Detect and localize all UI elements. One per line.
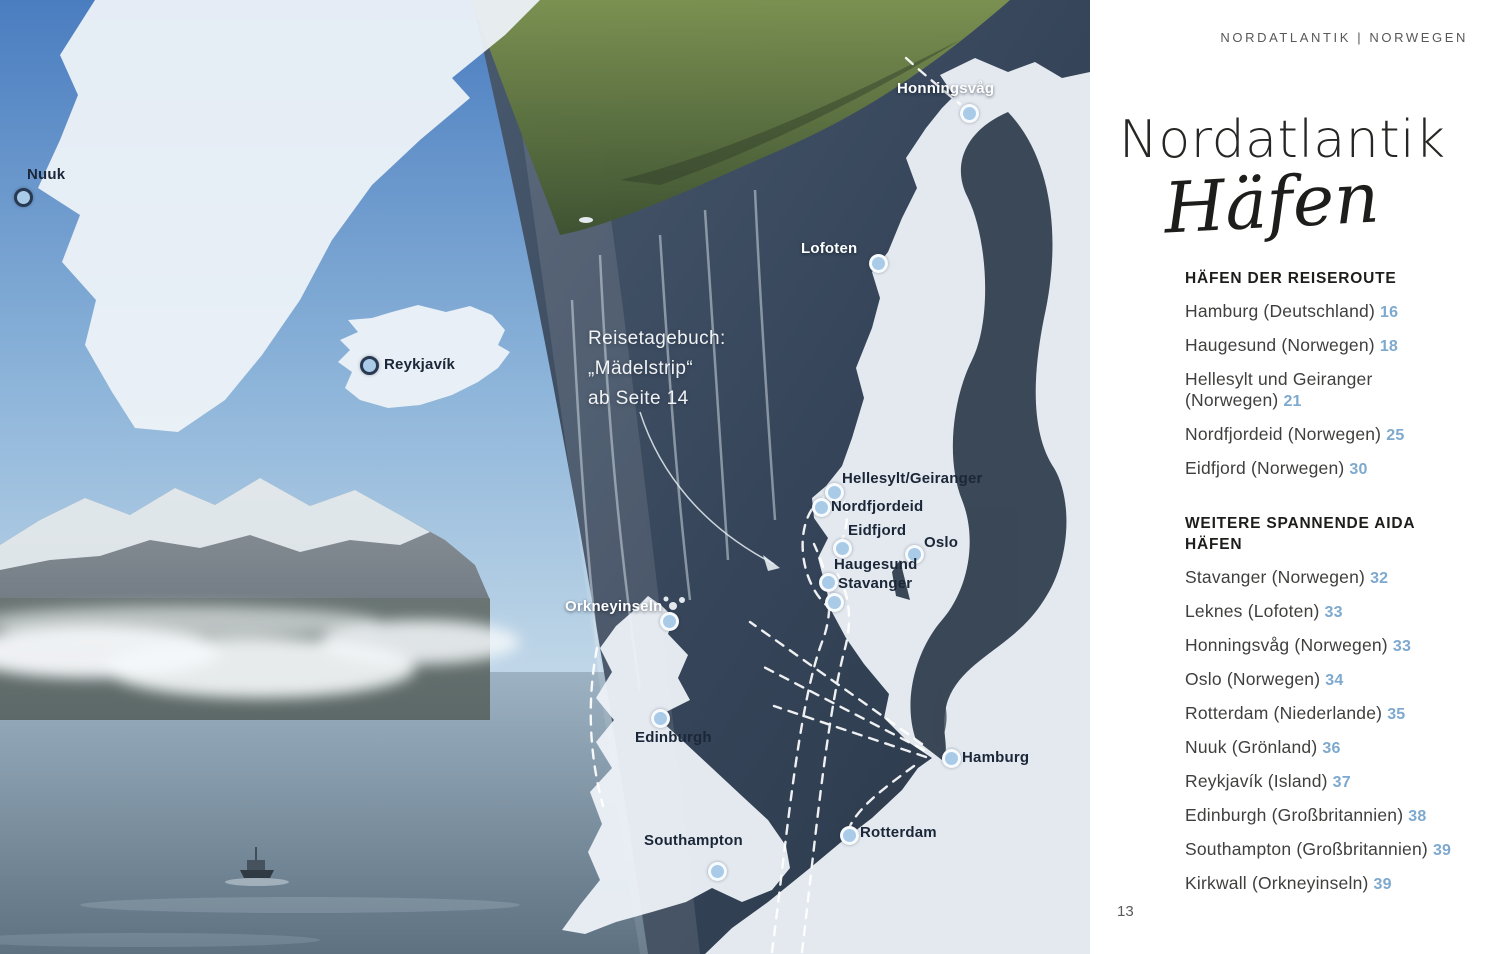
toc-item xyxy=(1185,839,1480,861)
toc-item-page: 30 xyxy=(1349,461,1368,478)
toc-item xyxy=(1185,567,1480,589)
toc-item-label: Haugesund (Norwegen) xyxy=(1185,335,1375,355)
toc-item xyxy=(1185,301,1480,323)
toc-item-page: 16 xyxy=(1379,304,1399,321)
toc-item-page: 37 xyxy=(1332,774,1351,791)
toc-item-label: Reykjavík (Island) xyxy=(1185,771,1328,791)
port-label: Stavanger xyxy=(838,575,913,592)
toc-item-label: Edinburgh (Großbritannien) xyxy=(1185,805,1404,825)
toc-item-label: Hamburg (Deutschland) xyxy=(1185,301,1375,321)
toc-item xyxy=(1185,737,1480,759)
toc-item-label: Kirkwall (Orkneyinseln) xyxy=(1185,873,1369,893)
port-dot xyxy=(840,826,859,845)
toc-item xyxy=(1185,669,1480,691)
toc-item xyxy=(1185,873,1480,895)
page-number: 13 xyxy=(1117,903,1134,920)
table-of-contents xyxy=(1185,268,1480,907)
port-label: Honningsvåg xyxy=(897,80,995,97)
toc-item-page: 32 xyxy=(1370,570,1389,587)
toc-item-label: Leknes (Lofoten) xyxy=(1185,601,1320,621)
toc-item-label: Oslo (Norwegen) xyxy=(1185,669,1321,689)
port-label: Oslo xyxy=(924,534,959,551)
toc-item-page: 39 xyxy=(1432,842,1452,859)
port-label: Nuuk xyxy=(27,166,66,183)
port-label: Hellesylt/Geiranger xyxy=(842,470,983,487)
toc-section2-heading: WEITERE SPANNENDE AIDA HÄFEN xyxy=(1185,515,1415,553)
toc-section1-heading: HÄFEN DER REISEROUTE xyxy=(1185,270,1397,287)
toc-item-label: Honningsvåg (Norwegen) xyxy=(1185,635,1388,655)
port-dot xyxy=(651,709,670,728)
toc-item xyxy=(1185,335,1480,357)
toc-item-page: 38 xyxy=(1408,808,1427,825)
toc-item-page: 33 xyxy=(1324,604,1343,621)
port-label: Southampton xyxy=(644,832,743,849)
port-dot xyxy=(708,862,727,881)
toc-item xyxy=(1185,805,1480,827)
port-dot xyxy=(14,188,33,207)
port-dot xyxy=(869,254,888,273)
toc-item xyxy=(1185,369,1480,412)
port-label: Eidfjord xyxy=(848,522,907,539)
port-dot xyxy=(825,593,844,612)
port-dot xyxy=(660,612,679,631)
port-label: Rotterdam xyxy=(860,824,937,841)
port-dot xyxy=(960,104,979,123)
toc-item xyxy=(1185,635,1480,657)
toc-item-label: Hellesylt und Geiranger (Norwegen) xyxy=(1185,369,1373,410)
toc-item-page: 18 xyxy=(1379,338,1399,355)
toc-item-page: 35 xyxy=(1387,706,1406,723)
toc-item xyxy=(1185,424,1480,446)
content-panel xyxy=(1090,0,1500,954)
toc-item xyxy=(1185,703,1480,725)
note-line-3: ab Seite 14 xyxy=(588,388,689,409)
toc-item-label: Nuuk (Grönland) xyxy=(1185,737,1318,757)
toc-item-label: Stavanger (Norwegen) xyxy=(1185,567,1366,587)
page-title: Nordatlantik xyxy=(1119,110,1446,170)
port-label: Haugesund xyxy=(834,556,918,573)
page-subtitle-script: Häfen xyxy=(1162,156,1382,250)
toc-item-page: 33 xyxy=(1392,638,1412,655)
port-label: Nordfjordeid xyxy=(831,498,924,515)
section-eyebrow: NORDATLANTIK | NORWEGEN xyxy=(1220,30,1468,45)
toc-item-page: 34 xyxy=(1325,672,1344,689)
port-label: Edinburgh xyxy=(635,729,712,746)
note-line-2: „Mädelstrip“ xyxy=(588,358,694,379)
port-dot xyxy=(942,749,961,768)
port-dot xyxy=(819,573,838,592)
toc-item xyxy=(1185,458,1480,480)
toc-item-page: 21 xyxy=(1283,393,1302,410)
note-line-1: Reisetagebuch: xyxy=(588,328,726,349)
port-label: Lofoten xyxy=(801,240,858,257)
toc-item-label: Eidfjord (Norwegen) xyxy=(1185,458,1345,478)
toc-item-page: 25 xyxy=(1386,427,1405,444)
toc-item-label: Rotterdam (Niederlande) xyxy=(1185,703,1383,723)
toc-item-label: Southampton (Großbritannien) xyxy=(1185,839,1428,859)
toc-item xyxy=(1185,771,1480,793)
toc-item-page: 39 xyxy=(1373,876,1392,893)
port-dot xyxy=(812,498,831,517)
toc-item-page: 36 xyxy=(1322,740,1341,757)
travel-diary-note xyxy=(588,324,726,414)
port-label: Orkneyinseln xyxy=(565,598,663,615)
port-dot xyxy=(360,356,379,375)
port-label: Reykjavík xyxy=(384,356,456,373)
toc-item xyxy=(1185,601,1480,623)
toc-item-label: Nordfjordeid (Norwegen) xyxy=(1185,424,1382,444)
port-label: Hamburg xyxy=(962,749,1030,766)
